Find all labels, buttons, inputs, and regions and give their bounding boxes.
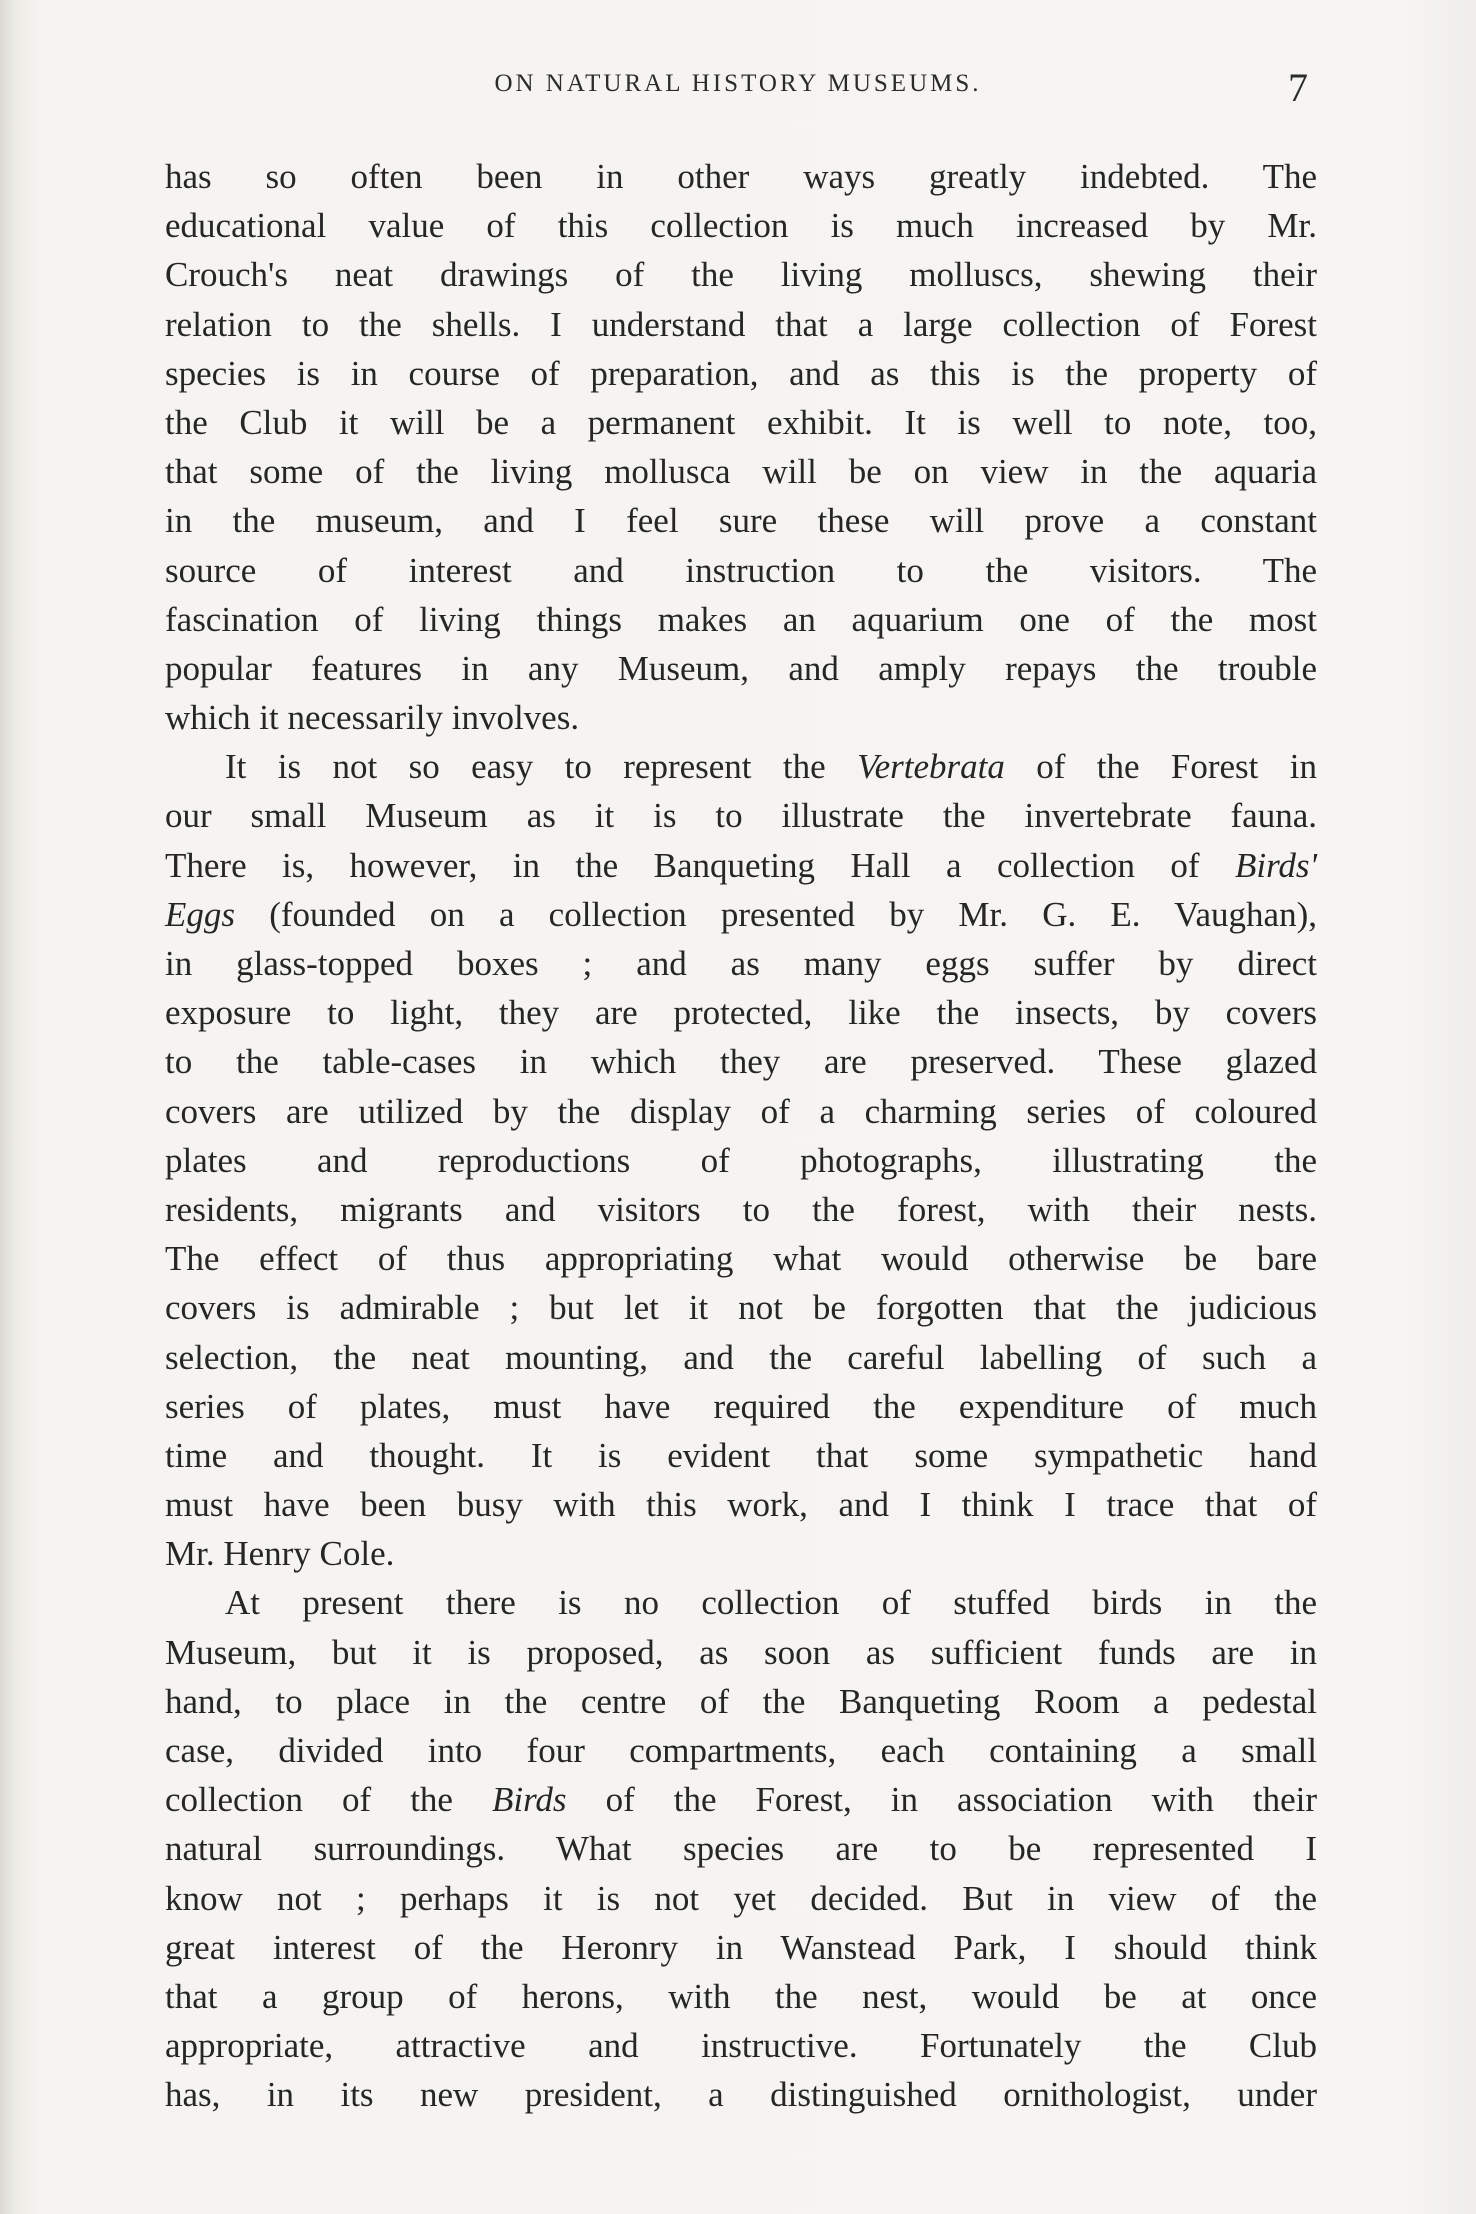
text-line: [165, 890, 1317, 939]
text-line: the Club it will be a permanent exhibit. It is well to note, too,: [165, 402, 1317, 442]
text-line: must have been busy with this work, and I think I trace that of: [165, 1485, 1317, 1525]
text-line: know not ; perhaps it is not yet decided. But in view of the: [165, 1878, 1317, 1918]
text-line: residents, migrants and visitors to the forest, with their nests.: [165, 1189, 1317, 1229]
paragraph-start-line: [165, 742, 1317, 791]
text-line: fascination of living things makes an aquarium one of the most: [165, 599, 1317, 639]
text-line: Mr. Henry Cole.: [165, 1534, 395, 1574]
text-line: Crouch's neat drawings of the living molluscs, shewing their: [165, 255, 1317, 295]
page-number: 7: [1288, 65, 1308, 110]
text-line: covers are utilized by the display of a charming series of coloured: [165, 1091, 1317, 1131]
text-line: Museum, but it is proposed, as soon as sufficient funds are in: [165, 1632, 1317, 1672]
italic-term-eggs: Eggs: [165, 894, 235, 934]
text-line: species is in course of preparation, and as this is the property of: [165, 353, 1317, 393]
text-line: exposure to light, they are protected, like the insects, by covers: [165, 993, 1317, 1033]
text-line: that some of the living mollusca will be on view in the aquaria: [165, 452, 1317, 492]
text-line: in glass-topped boxes ; and as many eggs suffer by direct: [165, 944, 1317, 983]
text-line: natural surroundings. What species are to be represented I: [165, 1829, 1317, 1869]
text-line: our small Museum as it is to illustrate the invertebrate fauna.: [165, 796, 1317, 836]
text-line: time and thought. It is evident that some sympathetic hand: [165, 1435, 1317, 1475]
text-run: (founded on a collection presented by Mr. G. E. Vaughan),: [235, 894, 1317, 934]
text-line: plates and reproductions of photographs, illustrating the: [165, 1140, 1317, 1180]
italic-term-birds: Birds': [1234, 845, 1317, 885]
text-line: series of plates, must have required the expenditure of much: [165, 1386, 1317, 1426]
text-line: relation to the shells. I understand that a large collection of Forest: [165, 304, 1317, 344]
text-line: to the table-cases in which they are preserved. These glazed: [165, 1042, 1317, 1082]
text-line: selection, the neat mounting, and the careful labelling of such a: [165, 1337, 1317, 1377]
text-line: has, in its new president, a distinguished ornithologist, under: [165, 2075, 1317, 2115]
text-line: case, divided into four compartments, each containing a small: [165, 1731, 1317, 1770]
text-run: of the Forest in: [1004, 747, 1317, 787]
text-line: educational value of this collection is much increased by Mr.: [165, 206, 1317, 246]
body-text: [165, 152, 1317, 2120]
italic-term-birds: Birds: [492, 1780, 567, 1820]
italic-term-vertebrata: Vertebrata: [857, 747, 1005, 787]
text-line: great interest of the Heronry in Wanstead Park, I should think: [165, 1927, 1317, 1967]
text-line: covers is admirable ; but let it not be forgotten that the judicious: [165, 1288, 1317, 1328]
text-line: The effect of thus appropriating what would otherwise be bare: [165, 1239, 1317, 1279]
text-line: [165, 1775, 1317, 1824]
text-run: collection of the: [165, 1780, 492, 1820]
running-header: ON NATURAL HISTORY MUSEUMS.: [494, 70, 982, 97]
text-line: [165, 841, 1317, 890]
text-line: hand, to place in the centre of the Banqueting Room a pedestal: [165, 1681, 1317, 1721]
text-line: which it necessarily involves.: [165, 698, 580, 738]
text-line: has so often been in other ways greatly indebted. The: [165, 157, 1317, 196]
text-line: source of interest and instruction to the visitors. The: [165, 550, 1317, 590]
text-line: appropriate, attractive and instructive. Fortunately the Club: [165, 2026, 1317, 2066]
text-run: There is, however, in the Banqueting Hall a collection of: [165, 845, 1235, 885]
text-line: in the museum, and I feel sure these will prove a constant: [165, 501, 1317, 541]
text-line: that a group of herons, with the nest, would be at once: [165, 1976, 1317, 2016]
text-run: It is not so easy to represent the: [225, 747, 858, 787]
text-line: popular features in any Museum, and amply repays the trouble: [165, 648, 1317, 688]
text-run: of the Forest, in association with their: [566, 1780, 1317, 1820]
paragraph-start-line: At present there is no collection of stuffed birds in the: [225, 1583, 1317, 1623]
